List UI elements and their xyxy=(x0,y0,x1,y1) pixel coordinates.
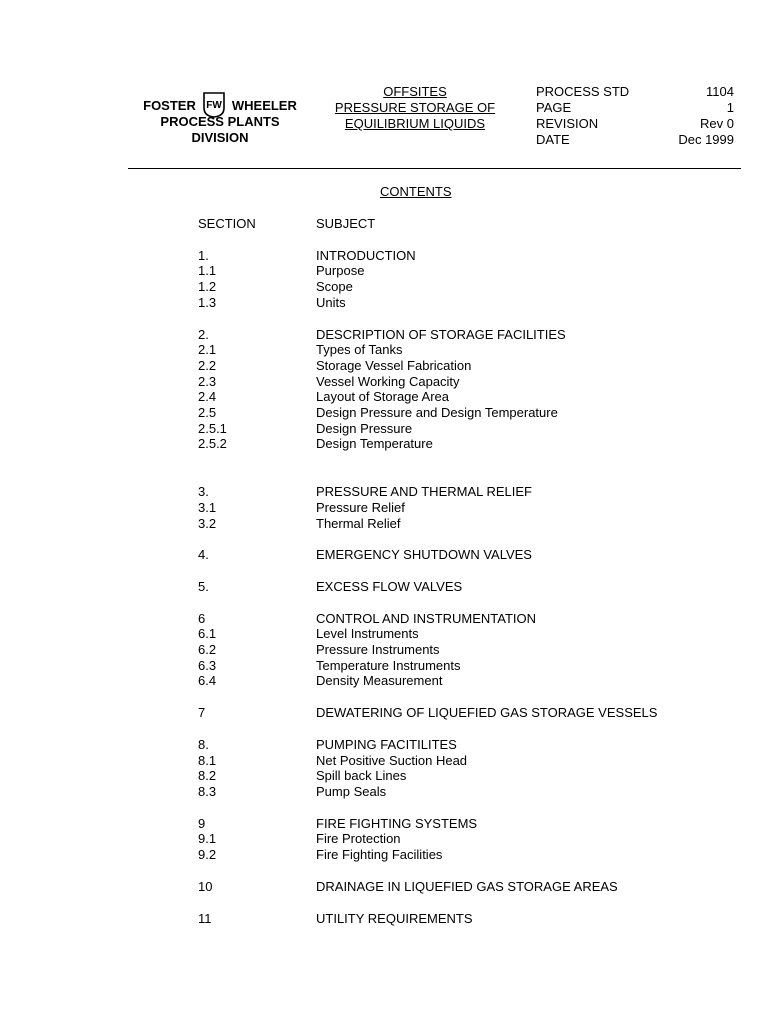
section-subject: Design Temperature xyxy=(316,436,433,452)
contents-subsection-row xyxy=(198,673,657,689)
section-number: 8.1 xyxy=(198,752,217,768)
section-number: 10 xyxy=(198,878,213,894)
meta-value: Rev 0 xyxy=(700,116,734,131)
company-division-word: DIVISION xyxy=(191,130,249,145)
contents-section-row xyxy=(198,816,657,832)
section-subject: Design Pressure and Design Temperature xyxy=(316,405,558,421)
document-title xyxy=(330,84,500,132)
section-number: 1.3 xyxy=(198,294,217,310)
section-number: 8.2 xyxy=(198,768,217,784)
header-divider xyxy=(128,168,741,169)
section-number: 8. xyxy=(198,736,209,752)
contents-subsection-row xyxy=(198,263,657,279)
section-spacer xyxy=(198,689,657,705)
section-spacer xyxy=(198,232,657,248)
section-number: 2.3 xyxy=(198,373,217,389)
section-subject: PUMPING FACITILITES xyxy=(316,736,457,752)
contents-section-row xyxy=(198,248,657,264)
contents-section-row xyxy=(198,705,657,721)
contents-subsection-row xyxy=(198,847,657,863)
section-subject: UTILITY REQUIREMENTS xyxy=(316,910,473,926)
section-number: 1.1 xyxy=(198,263,217,279)
meta-label: PROCESS STD xyxy=(536,84,630,99)
contents-subsection-row xyxy=(198,784,657,800)
contents-subsection-row xyxy=(198,421,657,437)
section-number: 2.5 xyxy=(198,405,217,421)
section-subject: EXCESS FLOW VALVES xyxy=(316,578,463,594)
section-subject: Layout of Storage Area xyxy=(316,389,449,405)
section-subject: Fire Fighting Facilities xyxy=(316,847,443,863)
section-spacer xyxy=(198,563,657,579)
contents-subsection-row xyxy=(198,768,657,784)
title-line-3: EQUILIBRIUM LIQUIDS xyxy=(344,116,486,131)
section-number: 2. xyxy=(198,326,209,342)
section-subject: Units xyxy=(316,294,346,310)
section-number: 2.5.1 xyxy=(198,420,227,436)
meta-value: 1 xyxy=(726,100,734,115)
section-subject: Pump Seals xyxy=(316,783,387,799)
contents-section-row xyxy=(198,879,657,895)
section-number: 2.4 xyxy=(198,389,217,405)
contents-section-row xyxy=(198,911,657,927)
section-number: 6.1 xyxy=(198,626,217,642)
contents-subsection-row xyxy=(198,436,657,452)
meta-value: 1104 xyxy=(706,84,734,99)
section-number: 6.4 xyxy=(198,673,217,689)
section-subject: Scope xyxy=(316,279,353,295)
meta-label: PAGE xyxy=(536,100,572,115)
fw-logo-text: FW xyxy=(206,100,222,111)
section-subject: Storage Vessel Fabrication xyxy=(316,357,472,373)
section-subject: CONTROL AND INSTRUMENTATION xyxy=(316,610,537,626)
contents-subsection-row xyxy=(198,295,657,311)
section-number: 9.2 xyxy=(198,847,217,863)
section-subject: EMERGENCY SHUTDOWN VALVES xyxy=(316,547,532,563)
section-number: 6.3 xyxy=(198,657,217,673)
contents-subsection-row xyxy=(198,753,657,769)
title-line-2: PRESSURE STORAGE OF xyxy=(334,100,496,115)
company-line1 xyxy=(128,88,312,114)
section-spacer xyxy=(198,311,657,327)
section-spacer xyxy=(198,721,657,737)
section-subject: Types of Tanks xyxy=(316,342,403,358)
contents-subsection-row xyxy=(198,516,657,532)
contents-subsection-row xyxy=(198,279,657,295)
section-subject: Design Pressure xyxy=(316,420,413,436)
contents-subsection-row xyxy=(198,374,657,390)
column-header-subject: SUBJECT xyxy=(316,216,376,231)
section-subject: DEWATERING OF LIQUEFIED GAS STORAGE VESSELS xyxy=(316,705,658,721)
title-line-1: OFFSITES xyxy=(383,84,447,99)
column-header-section: SECTION xyxy=(198,216,256,231)
company-block xyxy=(128,88,312,146)
contents-section-row xyxy=(198,611,657,627)
meta-row-page xyxy=(536,100,734,116)
document-meta xyxy=(536,84,734,148)
section-spacer xyxy=(198,452,657,484)
contents-section-row xyxy=(198,327,657,343)
section-subject: PRESSURE AND THERMAL RELIEF xyxy=(316,484,532,500)
section-subject: Thermal Relief xyxy=(316,515,401,531)
section-subject: Fire Protection xyxy=(316,831,401,847)
contents-heading: CONTENTS xyxy=(380,184,452,199)
section-number: 1. xyxy=(198,247,209,263)
section-number: 6 xyxy=(198,610,206,626)
contents-subsection-row xyxy=(198,658,657,674)
company-division-line: PROCESS PLANTS xyxy=(160,114,280,129)
section-number: 9 xyxy=(198,815,206,831)
meta-row-date xyxy=(536,132,734,148)
section-spacer xyxy=(198,800,657,816)
section-number: 1.2 xyxy=(198,279,217,295)
section-spacer xyxy=(198,531,657,547)
section-number: 2.2 xyxy=(198,357,217,373)
section-number: 3. xyxy=(198,484,209,500)
contents-table xyxy=(198,216,657,926)
section-subject: Temperature Instruments xyxy=(316,657,461,673)
contents-subsection-row xyxy=(198,358,657,374)
section-subject: INTRODUCTION xyxy=(316,247,416,263)
section-number: 8.3 xyxy=(198,783,217,799)
fw-logo-icon xyxy=(202,92,226,118)
contents-section-row xyxy=(198,737,657,753)
contents-subsection-row xyxy=(198,389,657,405)
section-subject: Density Measurement xyxy=(316,673,443,689)
meta-row-process-std xyxy=(536,84,734,100)
contents-subsection-row xyxy=(198,342,657,358)
contents-subsection-row xyxy=(198,626,657,642)
contents-subsection-row xyxy=(198,405,657,421)
section-spacer xyxy=(198,595,657,611)
section-subject: Vessel Working Capacity xyxy=(316,373,460,389)
section-subject: Pressure Relief xyxy=(316,499,405,515)
section-subject: Pressure Instruments xyxy=(316,642,440,658)
section-number: 11 xyxy=(198,910,212,926)
contents-section-row xyxy=(198,547,657,563)
contents-section-row xyxy=(198,484,657,500)
meta-row-revision xyxy=(536,116,734,132)
section-number: 9.1 xyxy=(198,831,217,847)
section-number: 6.2 xyxy=(198,642,217,658)
section-number: 2.5.2 xyxy=(198,436,227,452)
contents-subsection-row xyxy=(198,831,657,847)
section-number: 3.2 xyxy=(198,515,217,531)
section-subject: Level Instruments xyxy=(316,626,419,642)
company-name-wheeler: WHEELER xyxy=(231,98,297,113)
contents-header-row xyxy=(198,216,657,232)
section-number: 3.1 xyxy=(198,499,217,515)
section-number: 7 xyxy=(198,705,206,721)
section-number: 2.1 xyxy=(198,342,217,358)
section-spacer xyxy=(198,895,657,911)
section-subject: DESCRIPTION OF STORAGE FACILITIES xyxy=(316,326,566,342)
section-subject: FIRE FIGHTING SYSTEMS xyxy=(316,815,478,831)
section-spacer xyxy=(198,863,657,879)
meta-label: DATE xyxy=(536,132,570,147)
section-number: 4. xyxy=(198,547,209,563)
contents-subsection-row xyxy=(198,500,657,516)
company-name-foster: FOSTER xyxy=(143,98,196,113)
section-subject: Purpose xyxy=(316,263,365,279)
section-subject: DRAINAGE IN LIQUEFIED GAS STORAGE AREAS xyxy=(316,878,618,894)
meta-label: REVISION xyxy=(536,116,599,131)
section-subject: Net Positive Suction Head xyxy=(316,752,468,768)
section-subject: Spill back Lines xyxy=(316,768,407,784)
contents-subsection-row xyxy=(198,642,657,658)
contents-section-row xyxy=(198,579,657,595)
section-number: 5. xyxy=(198,578,209,594)
meta-value: Dec 1999 xyxy=(678,132,734,147)
